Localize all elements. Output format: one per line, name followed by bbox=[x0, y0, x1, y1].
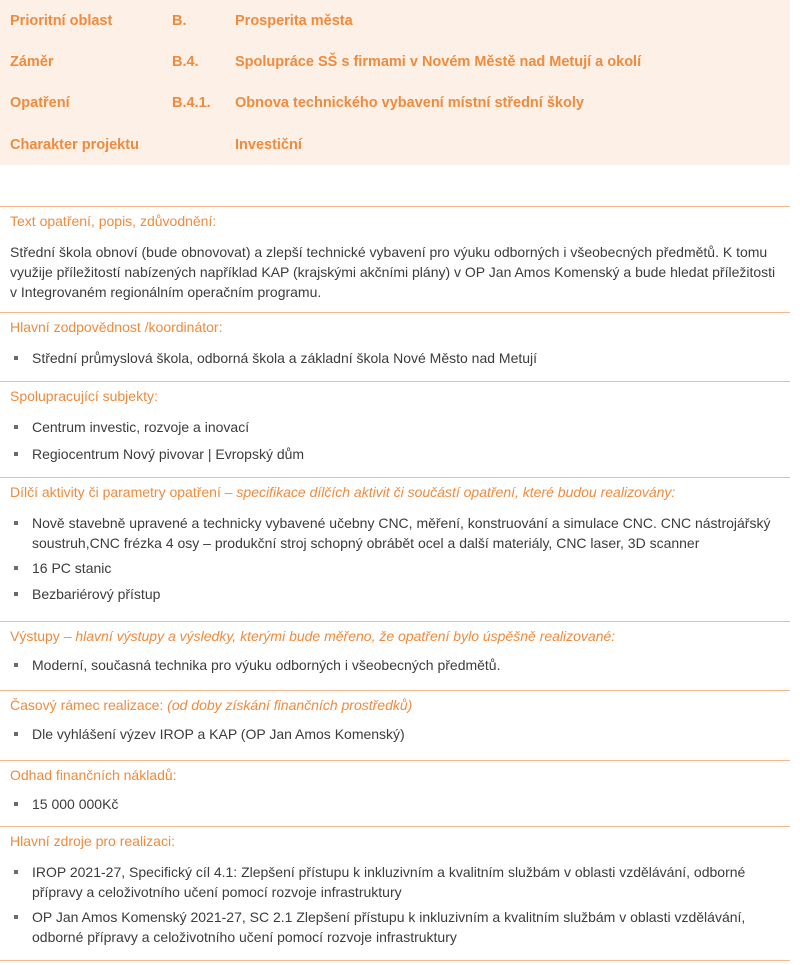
header-label: Opatření bbox=[10, 95, 70, 111]
header-code: B.4.1. bbox=[172, 95, 211, 111]
list-item: 15 000 000Kč bbox=[14, 794, 780, 814]
bullet-icon bbox=[14, 915, 18, 919]
section-title: Hlavní zodpovědnost /koordinátor: bbox=[10, 319, 223, 335]
list-item: 16 PC stanic bbox=[14, 558, 780, 578]
section-partners bbox=[0, 381, 790, 478]
section-costs bbox=[0, 760, 790, 827]
list-item: Moderní, současná technika pro výuku odborných i všeobecných předmětů. bbox=[14, 655, 780, 675]
section-sources bbox=[0, 826, 790, 961]
section-title: Výstupy – hlavní výstupy a výsledky, kterými bude měřeno, že opatření bylo úspěšně realizované: bbox=[10, 628, 616, 644]
bullet-icon bbox=[14, 566, 18, 570]
header-row-intent bbox=[0, 54, 790, 74]
header-label: Prioritní oblast bbox=[10, 13, 113, 29]
bullet-icon bbox=[14, 663, 18, 667]
bullet-icon bbox=[14, 356, 18, 360]
section-responsibility bbox=[0, 312, 790, 382]
section-body: Střední škola obnoví (bude obnovovat) a zlepší technické vybavení pro výuku odborných i všeobecných předmětů. K tomu využije příležitostí nabízených například KAP (krajskými akčními plány) v OP Jan Amos Komenský a bude hledat příležitosti v Integrovaném regionálním operačním programu. bbox=[10, 244, 776, 300]
bottom-divider bbox=[0, 960, 790, 961]
header-row-priority bbox=[0, 13, 790, 33]
list-item: Bezbariérový přístup bbox=[14, 584, 780, 604]
header-code: B.4. bbox=[172, 54, 199, 70]
header-row-measure bbox=[0, 95, 790, 115]
list-item: Nově stavebně upravené a technicky vybavené učebny CNC, měření, konstruování a simulace CNC. CNC nástrojářský soustruh,CNC frézka 4 osy – produkční stroj schopný obrábět ocel a další materiály, CNC laser, 3D scanner bbox=[14, 513, 780, 553]
project-header bbox=[0, 0, 790, 165]
header-value: Investiční bbox=[235, 137, 302, 153]
section-timeframe bbox=[0, 690, 790, 761]
header-value: Spolupráce SŠ s firmami v Novém Městě nad Metují a okolí bbox=[235, 54, 642, 70]
bullet-icon bbox=[14, 521, 18, 525]
bullet-icon bbox=[14, 802, 18, 806]
section-title: Dílčí aktivity či parametry opatření – specifikace dílčích aktivit či součástí opatření, které budou realizovány: bbox=[10, 484, 676, 500]
header-value: Prosperita města bbox=[235, 13, 353, 29]
header-value: Obnova technického vybavení místní střední školy bbox=[235, 95, 584, 111]
bullet-icon bbox=[14, 732, 18, 736]
list-item: IROP 2021-27, Specifický cíl 4.1: Zlepšení přístupu k inkluzivním a kvalitním službám v oblasti vzdělávání, odborné přípravy a celoživotního učení pomocí rozvoje infrastruktury bbox=[14, 862, 780, 902]
bullet-icon bbox=[14, 592, 18, 596]
bullet-icon bbox=[14, 870, 18, 874]
list-item: Střední průmyslová škola, odborná škola a základní škola Nové Město nad Metují bbox=[14, 348, 780, 368]
bullet-icon bbox=[14, 452, 18, 456]
section-title: Spolupracující subjekty: bbox=[10, 388, 158, 404]
section-description bbox=[0, 206, 790, 313]
section-title: Časový rámec realizace: (od doby získání finančních prostředků) bbox=[10, 697, 413, 713]
list-item: OP Jan Amos Komenský 2021-27, SC 2.1 Zlepšení přístupu k inkluzivním a kvalitním službám v oblasti vzdělávání, odborné přípravy a celoživotního učení pomocí rozvoje infrastruktury bbox=[14, 907, 780, 947]
section-title: Text opatření, popis, zdůvodnění: bbox=[10, 213, 217, 229]
bullet-icon bbox=[14, 425, 18, 429]
list-item: Centrum investic, rozvoje a inovací bbox=[14, 417, 780, 437]
list-item: Dle vyhlášení výzev IROP a KAP (OP Jan Amos Komenský) bbox=[14, 724, 780, 744]
section-outputs bbox=[0, 621, 790, 691]
header-label: Charakter projektu bbox=[10, 137, 139, 153]
header-code: B. bbox=[172, 13, 187, 29]
section-title: Odhad finančních nákladů: bbox=[10, 767, 177, 783]
list-item: Regiocentrum Nový pivovar | Evropský dům bbox=[14, 444, 780, 464]
section-title: Hlavní zdroje pro realizaci: bbox=[10, 833, 175, 849]
section-activities bbox=[0, 477, 790, 622]
header-row-character bbox=[0, 137, 790, 157]
header-label: Záměr bbox=[10, 54, 54, 70]
